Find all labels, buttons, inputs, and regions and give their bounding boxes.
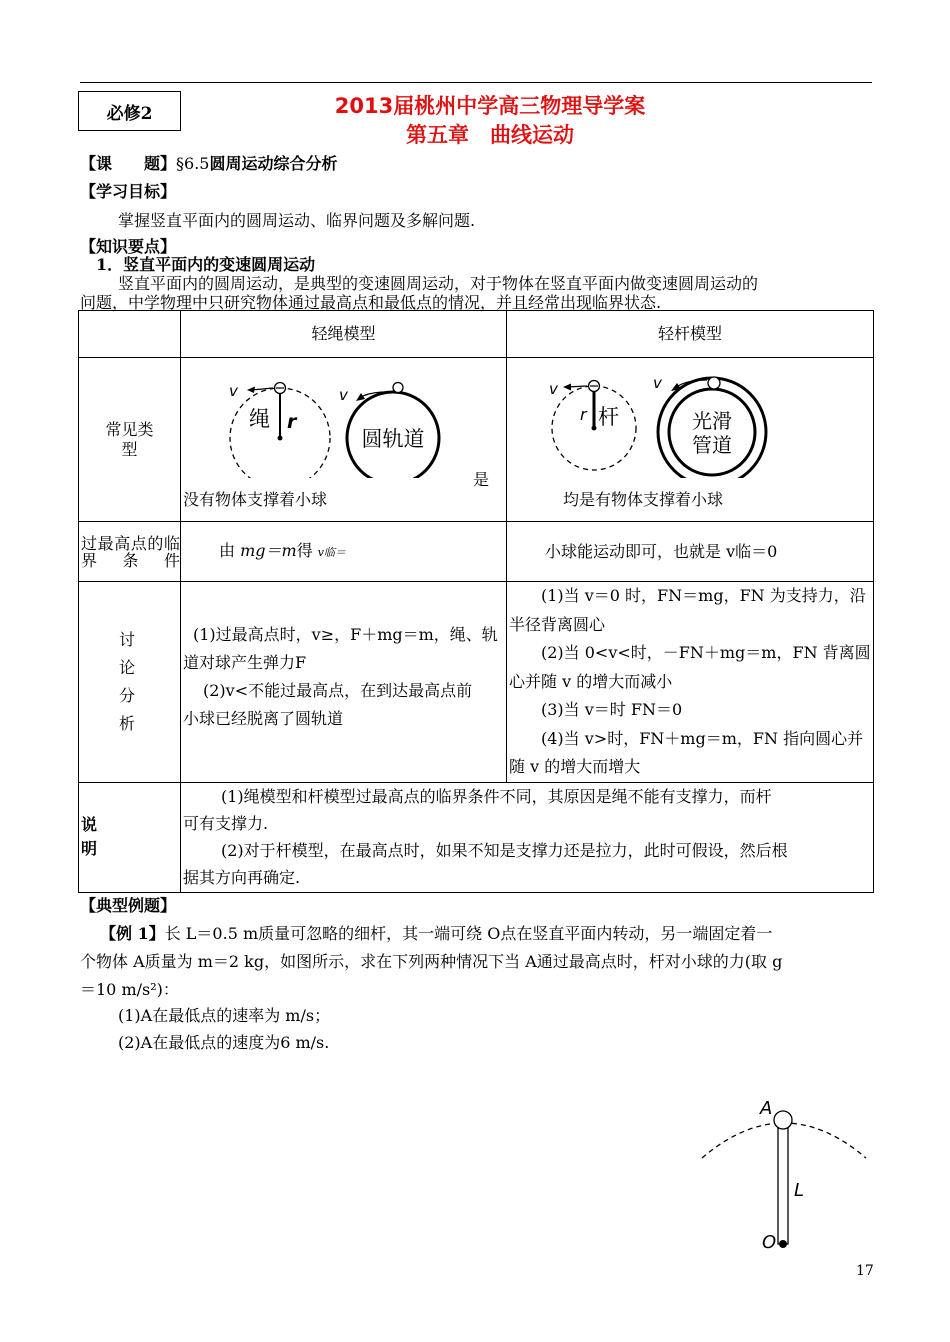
rod-disc-2a: (2)当 0<v<时，－FN＋mg＝m，FN 背离圆 bbox=[541, 643, 871, 662]
topic-section: §6.5 bbox=[176, 154, 210, 173]
example1-figure bbox=[690, 1090, 880, 1260]
rope-label: 绳 bbox=[249, 407, 270, 431]
ex1-question2: (2)A在最低点的速度为6 m/s. bbox=[118, 1033, 330, 1052]
rod-label: 杆 bbox=[598, 405, 619, 429]
fig-point-a: A bbox=[760, 1098, 773, 1119]
rope-model-figure bbox=[181, 358, 507, 478]
rod-disc-1b: 半径背离圆心 bbox=[509, 614, 606, 634]
col-header-rope: 轻绳模型 bbox=[181, 311, 507, 358]
rod-velocity-label: v bbox=[549, 380, 558, 398]
header-rule bbox=[80, 82, 872, 83]
rod-disc-1a: (1)当 v＝0 时，FN＝mg，FN 为支持力，沿 bbox=[541, 586, 866, 605]
knowledge-heading: 【知识要点】 bbox=[80, 237, 177, 256]
rod-discussion-cell bbox=[507, 582, 874, 783]
rope-note: 没有物体支撑着小球 bbox=[183, 490, 328, 509]
pipe-velocity-label: v bbox=[653, 374, 662, 392]
rod-radius-label: r bbox=[580, 405, 587, 424]
table-header-row bbox=[79, 311, 874, 358]
chapter-title: 第五章 曲线运动 bbox=[406, 123, 574, 147]
page-number: 17 bbox=[856, 1263, 874, 1279]
rod-disc-4b: 随 v 的增大而增大 bbox=[509, 757, 641, 776]
table-row-discussion bbox=[79, 582, 874, 783]
ex1-line1-text: 长 L＝0.5 m质量可忽略的细杆，其一端可绕 O点在竖直平面内转动，另一端固定着一 bbox=[164, 924, 773, 943]
ex1-label: 【例 1】 bbox=[100, 924, 165, 943]
doc-title: 2013届桃州中学高三物理导学案 bbox=[334, 94, 646, 118]
fig-pivot-o: O bbox=[762, 1232, 777, 1253]
ex1-line2: 个物体 A质量为 m＝2 kg，如图所示，求在下列两种情况下当 A通过最高点时，杆对小球的力(取 g bbox=[80, 952, 783, 971]
rope-cond-mid: 得 bbox=[296, 540, 318, 560]
note-1a: (1)绳模型和杆模型过最高点的临界条件不同，其原因是绳不能有支撑力，而杆 bbox=[221, 787, 772, 806]
rope-disc-1b: 道对球产生弹力F bbox=[183, 652, 307, 672]
rope-disc-1a: (1)过最高点时，v≥，F＋mg＝m，绳、轨 bbox=[193, 624, 498, 644]
ex1-question1: (1)A在最低点的速率为 m/s； bbox=[118, 1006, 331, 1025]
rope-types-cell bbox=[181, 358, 507, 522]
rod-critical-cell: 小球能运动即可，也就是 v临＝0 bbox=[507, 522, 874, 582]
note-1b: 可有支撑力. bbox=[183, 814, 269, 833]
ex1-line3: ＝10 m/s²)： bbox=[80, 980, 179, 999]
knowledge-para-line1: 竖直平面内的圆周运动，是典型的变速圆周运动，对于物体在竖直平面内做变速圆周运动的 bbox=[118, 274, 759, 293]
table-row-types bbox=[79, 358, 874, 522]
topic-title: 圆周运动综合分析 bbox=[209, 154, 338, 173]
row-label-discussion: 讨论分析 bbox=[79, 582, 181, 783]
topic-line bbox=[80, 151, 337, 174]
notes-cell bbox=[181, 782, 874, 892]
row-label-types: 常见类型 bbox=[79, 358, 181, 522]
module-badge: 必修2 bbox=[78, 91, 181, 131]
rope-radius-label: r bbox=[287, 411, 297, 433]
track-velocity-label: v bbox=[339, 386, 348, 404]
note-2b: 据其方向再确定. bbox=[183, 868, 301, 887]
rod-types-cell bbox=[507, 358, 874, 522]
rope-disc-2a: (2)v<不能过最高点，在到达最高点前 bbox=[203, 680, 473, 700]
row-label-critical: 过最高点的临界条件 bbox=[79, 522, 181, 582]
knowledge-para-line2: 问题，中学物理中只研究物体通过最高点和最低点的情况，并且经常出现临界状态. bbox=[80, 293, 662, 312]
rod-model-figure bbox=[507, 358, 874, 478]
track-label: 圆轨道 bbox=[361, 427, 425, 451]
knowledge-subheading: 1．竖直平面内的变速圆周运动 bbox=[96, 255, 316, 274]
rope-disc-2b: 小球已经脱离了圆轨道 bbox=[183, 708, 344, 728]
pipe-label-line1: 光滑 bbox=[692, 409, 732, 433]
rope-cond-pre: 由 bbox=[219, 540, 241, 560]
ex1-line1 bbox=[100, 921, 772, 944]
model-comparison-table bbox=[78, 310, 874, 893]
topic-label: 【课 题】 bbox=[80, 154, 177, 173]
rod-note: 均是有物体支撑着小球 bbox=[563, 490, 724, 509]
rope-critical-cell bbox=[181, 522, 507, 582]
fig-length-l: L bbox=[794, 1180, 805, 1201]
pipe-label-line2: 管道 bbox=[692, 433, 732, 457]
rope-velocity-label: v bbox=[229, 382, 238, 400]
goals-heading: 【学习目标】 bbox=[80, 182, 177, 201]
col-header-rod: 轻杆模型 bbox=[507, 311, 874, 358]
rope-note-is: 是 bbox=[473, 470, 490, 489]
rod-disc-2b: 心并随 v 的增大而减小 bbox=[509, 671, 673, 691]
rod-disc-3: (3)当 v＝时 FN＝0 bbox=[541, 700, 683, 719]
rope-cond-eq: mg＝m bbox=[240, 540, 297, 560]
goals-text: 掌握竖直平面内的圆周运动、临界问题及多解问题. bbox=[118, 211, 476, 230]
row-label-notes: 说明 bbox=[79, 782, 181, 892]
note-2a: (2)对于杆模型，在最高点时，如果不知是支撑力还是拉力，此时可假设，然后根 bbox=[221, 841, 788, 860]
rope-discussion-cell bbox=[181, 582, 507, 783]
rope-cond-v: v临＝ bbox=[317, 545, 346, 559]
table-row-notes bbox=[79, 782, 874, 892]
table-corner-cell bbox=[79, 311, 181, 358]
examples-heading: 【典型例题】 bbox=[80, 896, 177, 915]
table-row-critical bbox=[79, 522, 874, 582]
rod-disc-4a: (4)当 v>时，FN＋mg＝m，FN 指向圆心并 bbox=[541, 728, 864, 748]
